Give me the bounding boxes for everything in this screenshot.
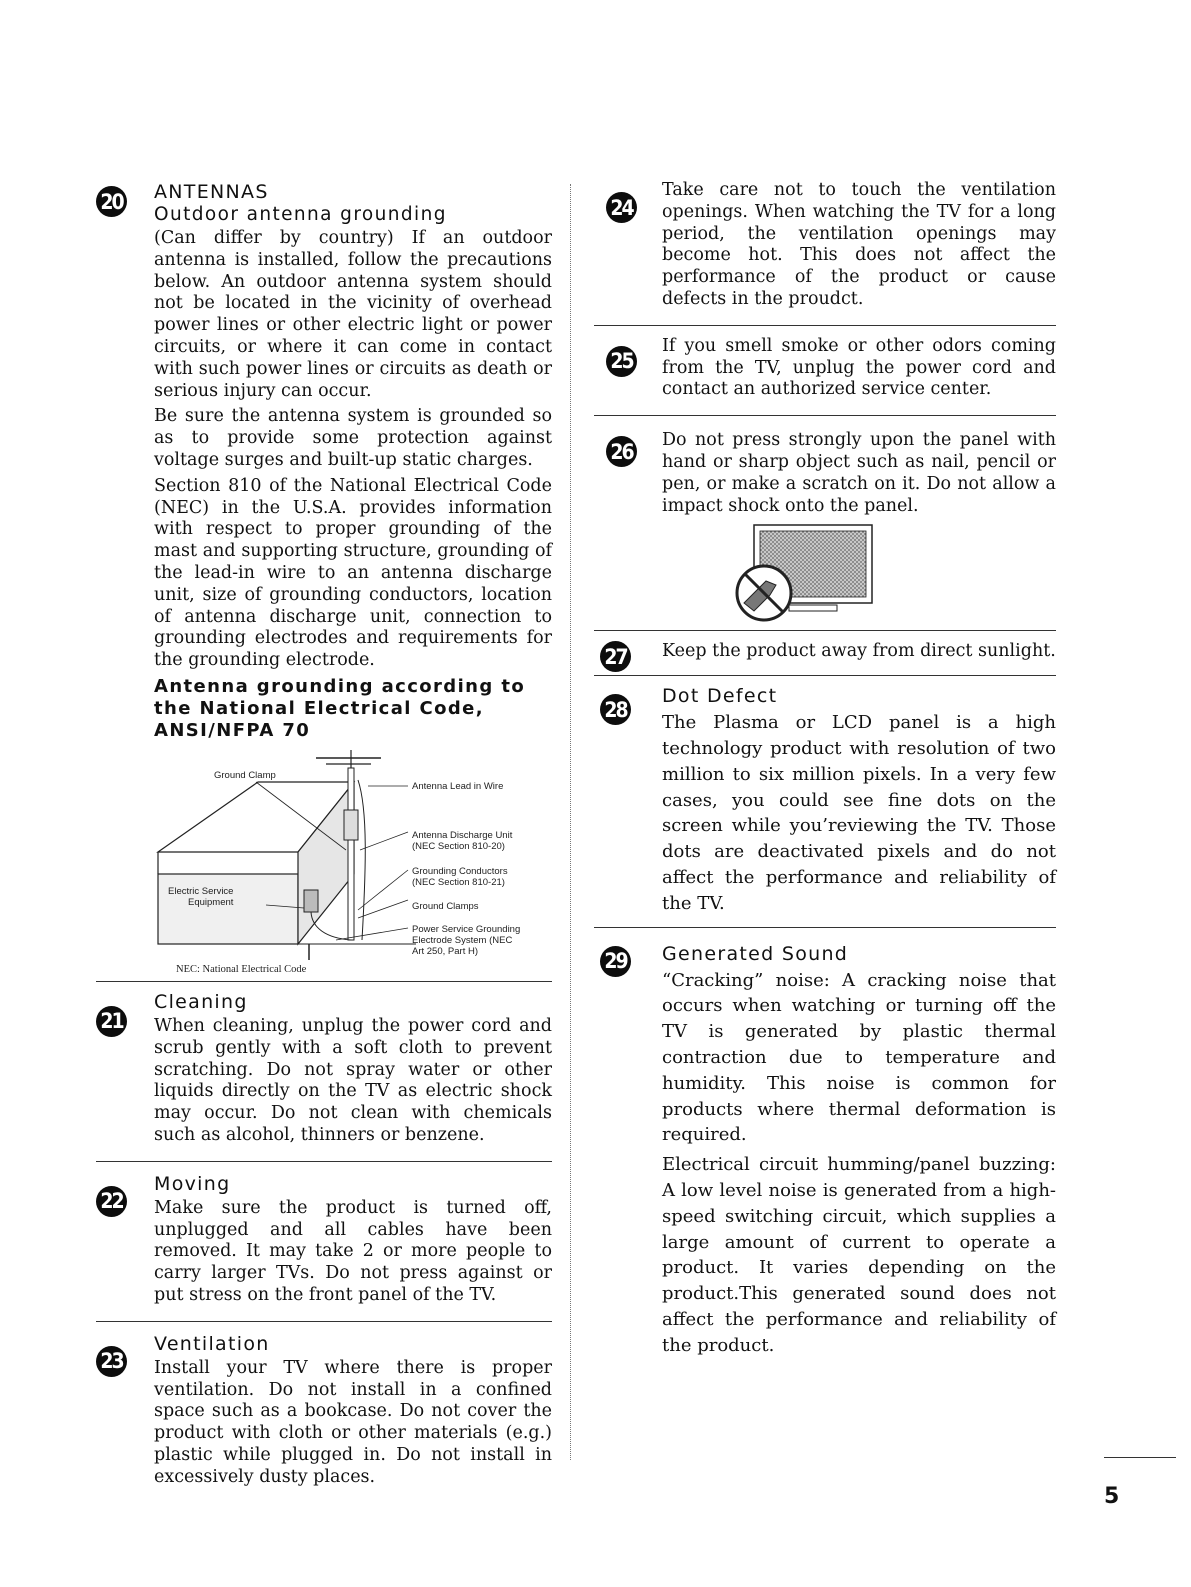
label-nec: NEC: National Electrical Code [176, 963, 307, 975]
label-grounding-conductors-section: (NEC Section 810-21) [412, 876, 505, 888]
section-cleaning [96, 990, 552, 1147]
right-column [594, 180, 1056, 1362]
label-ground-clamp: Ground Clamp [214, 769, 276, 781]
label-lead-in-wire: Antenna Lead in Wire [412, 780, 504, 792]
antenna-grounding-diagram [96, 750, 552, 975]
paragraph: “Cracking” noise: A cracking noise that occurs when watching or turning off the TV is generated by plastic thermal contraction due to temperature and humidity. This noise is common for products where thermal deformation is required. [662, 969, 1056, 1146]
label-discharge-unit-section: (NEC Section 810-20) [412, 840, 505, 852]
label-grounding-conductors: Grounding Conductors [412, 865, 508, 877]
section-panel-pressure [594, 430, 1056, 517]
section-heading: Dot Defect [662, 685, 778, 708]
section-number-badge: 29 [600, 946, 631, 977]
section-moving [96, 1172, 552, 1307]
section-number-badge: 25 [606, 346, 637, 377]
section-number-badge: 28 [600, 694, 631, 725]
paragraph: Install your TV where there is proper ventilation. Do not install in a confined space such as a bookcase. Do not cover the product with cloth or other materials (e.g.) plastic while plugged in. Do not install in excessively dusty places. [154, 1357, 552, 1487]
section-number-badge: 23 [96, 1346, 127, 1377]
section-number-badge: 24 [606, 192, 637, 223]
label-electric-service: Electric Service [168, 885, 234, 897]
page-number: 5 [1104, 1484, 1120, 1509]
section-ventilation-openings [594, 180, 1056, 311]
paragraph: Electrical circuit humming/panel buzzing: A low level noise is generated from a high-speed switching circuit, which supplies a large amount of current to operate a product. It varies depending on the product.This generated sound does not affect the performance and reliability of the product. [662, 1154, 1056, 1356]
section-sunlight [594, 641, 1056, 669]
label-power-service-1: Power Service Grounding [412, 923, 521, 935]
section-divider [594, 630, 1056, 631]
paragraph: Section 810 of the National Electrical Code (NEC) in the U.S.A. provides information with respect to proper grounding of the mast and supporting structure, grounding of the lead-in wire to an antenna discharge unit, size of grounding conductors, location of antenna discharge unit, connection to grounding electrodes and requirements for the grounding electrode. [154, 475, 552, 671]
paragraph: (Can differ by country) If an outdoor antenna is installed, follow the precautions below. An outdoor antenna system should not be located in the vicinity of overhead power lines or other electric light or power circuits, or where it can come in contact with such power lines or circuits as death or serious injury can occur. [154, 228, 552, 401]
section-generated-sound [594, 942, 1056, 1359]
section-dot-defect [594, 684, 1056, 916]
left-column [96, 180, 552, 1492]
paragraph: If you smell smoke or other odors coming from the TV, unplug the power cord and contact an authorized service center. [662, 335, 1056, 400]
paragraph: Keep the product away from direct sunlight. [662, 641, 1056, 662]
paragraph: Be sure the antenna system is grounded so as to provide some protection against voltage surges and built-up static charges. [154, 406, 552, 470]
section-antennas [96, 180, 552, 742]
section-heading: Ventilation [154, 1332, 270, 1355]
paragraph: Take care not to touch the ventilation openings. When watching the TV for a long period, the ventilation openings may become hot. This does not affect the performance of the product or cause defects in the proudct. [662, 180, 1056, 309]
section-divider [96, 1321, 552, 1322]
section-divider [594, 415, 1056, 416]
section-number-badge: 27 [600, 641, 631, 672]
section-divider [594, 325, 1056, 326]
label-electric-service-equipment: Equipment [188, 896, 234, 908]
label-power-service-3: Art 250, Part H) [412, 945, 478, 957]
section-divider [594, 675, 1056, 676]
paragraph: Do not press strongly upon the panel with hand or sharp object such as nail, pencil or pen, or make a scratch on it. Do not allow a impact shock onto the panel. [662, 430, 1056, 516]
section-divider [96, 1161, 552, 1162]
section-number-badge: 21 [96, 1006, 127, 1037]
section-subheading: Antenna grounding according to the National Electrical Code, ANSI/NFPA 70 [154, 675, 526, 741]
label-ground-clamps: Ground Clamps [412, 900, 479, 912]
section-subheading: Outdoor antenna grounding [154, 204, 447, 225]
section-heading: Cleaning [154, 990, 248, 1013]
section-number-badge: 26 [606, 436, 637, 467]
page-number-rule [1104, 1457, 1176, 1458]
section-divider [594, 927, 1056, 928]
column-divider [570, 184, 571, 1460]
section-ventilation [96, 1332, 552, 1489]
section-number-badge: 20 [96, 186, 127, 217]
section-divider [96, 981, 552, 982]
paragraph: When cleaning, unplug the power cord and scrub gently with a soft cloth to prevent scratching. Do not spray water or other liquids directly on the TV as electric shock may occur. Do not clean with chemicals such as alcohol, thinners or benzene. [154, 1015, 552, 1145]
section-smoke [594, 336, 1056, 401]
do-not-press-panel-illustration [594, 523, 1056, 628]
label-discharge-unit: Antenna Discharge Unit [412, 829, 513, 841]
paragraph: Make sure the product is turned off, unplugged and all cables have been removed. It may take 2 or more people to carry larger TVs. Do not press against or put stress on the front panel of the TV. [154, 1197, 552, 1305]
section-number-badge: 22 [96, 1186, 127, 1217]
label-power-service-2: Electrode System (NEC [412, 934, 513, 946]
section-heading: ANTENNAS [154, 181, 269, 203]
paragraph: The Plasma or LCD panel is a high technology product with resolution of two million to six million pixels. In a very few cases, you could see fine dots on the screen while you’reviewing the TV. Those dots are deactivated pixels and do not affect the performance and reliability of the TV. [662, 712, 1056, 914]
section-heading: Generated Sound [662, 942, 849, 965]
section-heading: Moving [154, 1172, 231, 1195]
